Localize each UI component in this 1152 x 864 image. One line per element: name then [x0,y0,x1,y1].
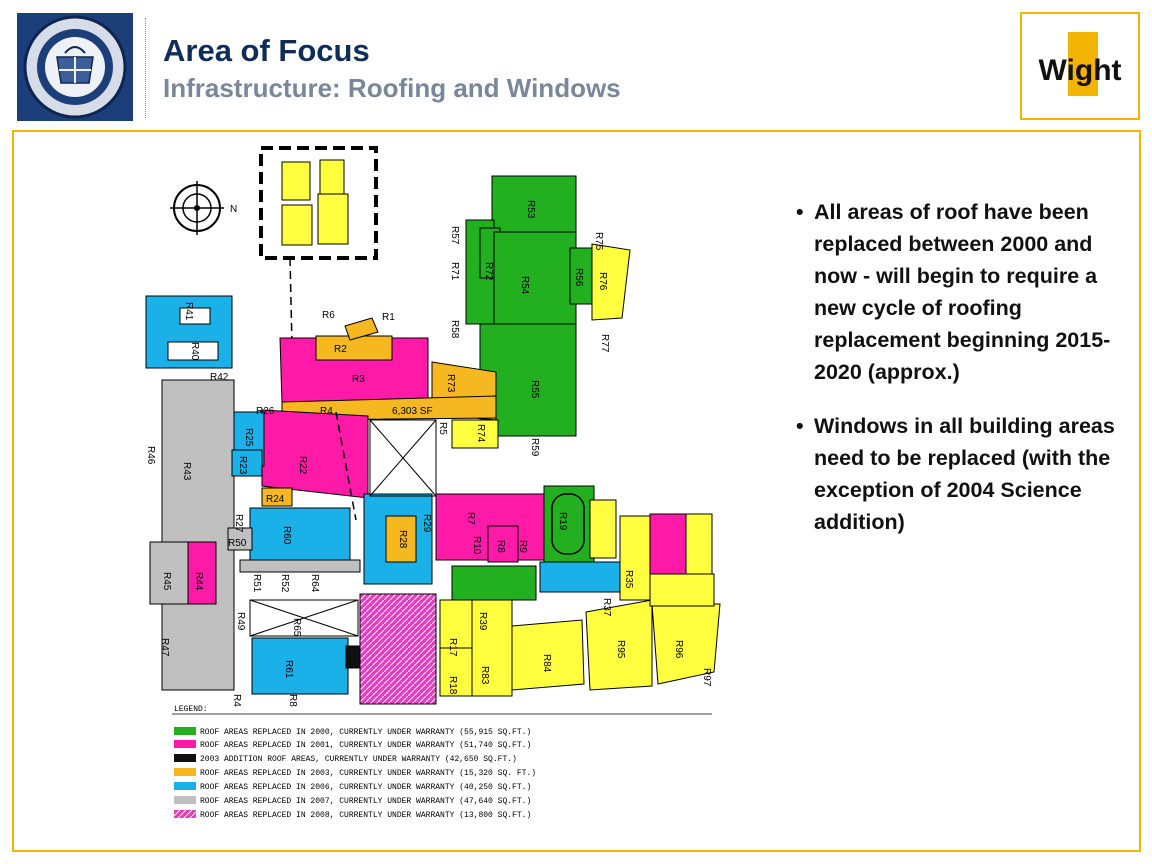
legend-item-2007: ROOF AREAS REPLACED IN 2007, CURRENTLY UNDER WARRANTY (47,640 SQ.FT.) [200,797,532,806]
legend-item-2001: ROOF AREAS REPLACED IN 2001, CURRENTLY UNDER WARRANTY (51,740 SQ.FT.) [200,741,532,750]
bullet-windows-replacement: • Windows in all building areas need to be replaced (with the exception of 2004 Science addition) [796,410,1116,538]
roof-area-r2 [316,336,392,360]
label-r8-mag: R8 [495,540,506,553]
label-r1: R1 [382,312,395,323]
label-r50: R50 [228,538,247,549]
roof-area-2008 [360,594,436,704]
label-r59: R59 [529,438,540,457]
legend-item-2003-addition: 2003 ADDITION ROOF AREAS, CURRENTLY UNDER WARRANTY (42,650 SQ.FT.) [200,755,517,764]
label-r2: R2 [334,344,347,355]
label-r64: R64 [309,574,320,593]
label-sqft: 6,303 SF [392,406,433,417]
roof-area-r54 [494,232,576,328]
label-r25: R25 [243,428,254,447]
roof-area-r22 [262,410,368,498]
compass-icon [170,181,237,235]
label-r51: R51 [251,574,262,593]
roof-area-annex [282,205,312,245]
label-r73: R73 [445,374,456,393]
page-title: Area of Focus [163,33,370,68]
label-r5: R5 [437,422,448,435]
label-r53: R53 [525,200,536,219]
label-r60: R60 [281,526,292,545]
label-r22: R22 [297,456,308,475]
roof-area-annex [318,194,348,244]
legend-swatch-2008 [174,810,196,818]
label-r40: R40 [189,342,200,361]
legend-item-2006: ROOF AREAS REPLACED IN 2006, CURRENTLY UNDER WARRANTY (40,250 SQ.FT.) [200,783,532,792]
bullet-list [796,196,1116,560]
roof-area-r-mag-right [650,514,686,574]
map-legend [172,705,712,820]
label-r23: R23 [237,456,248,475]
roof-area-r74 [452,420,498,448]
label-r19: R19 [557,512,568,531]
label-r28: R28 [397,530,408,549]
label-r39: R39 [477,612,488,631]
roof-area-annex [282,162,310,200]
legend-swatch-2003-addition [174,754,196,762]
label-r4: R4 [320,406,333,417]
label-r77: R77 [599,334,610,353]
label-r9: R9 [517,540,528,553]
legend-swatch-2001 [174,740,196,748]
label-r42: R42 [210,372,229,383]
legend-swatch-2006 [174,782,196,790]
roof-area-annex [320,160,344,194]
label-r75: R75 [593,232,604,251]
label-r47: R47 [159,638,170,657]
legend-swatch-2000 [174,727,196,735]
label-r26: R26 [256,406,275,417]
roof-area-r43 [162,380,234,690]
roof-area-r85 [650,574,714,606]
label-r74: R74 [475,424,486,443]
page-subtitle: Infrastructure: Roofing and Windows [163,73,621,103]
label-r43: R43 [181,462,192,481]
wight-logo-text: Wight [1038,54,1122,87]
label-r18: R18 [447,676,458,695]
legend-item-2008: ROOF AREAS REPLACED IN 2008, CURRENTLY UNDER WARRANTY (13,800 SQ.FT.) [200,811,532,820]
label-r71: R71 [449,262,460,281]
label-r54: R54 [519,276,530,295]
label-r52: R52 [279,574,290,593]
label-r41: R41 [183,302,194,321]
roof-area-r61 [252,638,348,694]
label-r56: R56 [573,268,584,287]
label-r61: R61 [283,660,294,679]
bullet-roof-replacement: • All areas of roof have been replaced between 2000 and now - will begin to require a new cycle of roofing replacement beginning 2015-2020 (approx.) [796,196,1116,388]
label-r96: R96 [673,640,684,659]
label-r49: R49 [235,612,246,631]
label-r29: R29 [421,514,432,533]
label-r84: R84 [541,654,552,673]
roof-area-2003-addition [346,646,360,668]
label-r65: R65 [291,618,302,637]
label-r95: R95 [615,640,626,659]
label-r83: R83 [479,666,490,685]
label-r45: R45 [161,572,172,591]
label-r76: R76 [597,272,608,291]
label-r24: R24 [266,494,285,505]
label-r17: R17 [447,638,458,657]
label-r4b: R4 [231,694,242,707]
label-r57: R57 [449,226,460,245]
roof-area-r60 [250,508,350,560]
label-r72: R72 [483,262,494,281]
label-r3: R3 [352,374,365,385]
label-r44: R44 [193,572,204,591]
label-r46: R46 [145,446,156,465]
label-r6: R6 [322,310,335,321]
legend-item-2000: ROOF AREAS REPLACED IN 2000, CURRENTLY UNDER WARRANTY (55,915 SQ.FT.) [200,728,532,737]
label-r7: R7 [465,512,476,525]
label-r55: R55 [529,380,540,399]
compass-north-label: N [230,204,238,215]
roof-area-green-strips [452,566,536,600]
legend-swatch-2007 [174,796,196,804]
label-r37: R37 [601,598,612,617]
legend-title: LEGEND: [174,705,208,714]
roof-area-r33 [540,562,620,592]
label-r27: R27 [233,514,244,533]
label-r8: R8 [287,694,298,707]
legend-item-2005: ROOF AREAS REPLACED IN 2003, CURRENTLY UNDER WARRANTY (15,320 SQ. FT.) [200,769,537,778]
label-r10: R10 [471,536,482,555]
label-r58: R58 [449,320,460,339]
label-r97: R97 [701,668,712,687]
legend-swatch-2005 [174,768,196,776]
label-r35: R35 [623,570,634,589]
